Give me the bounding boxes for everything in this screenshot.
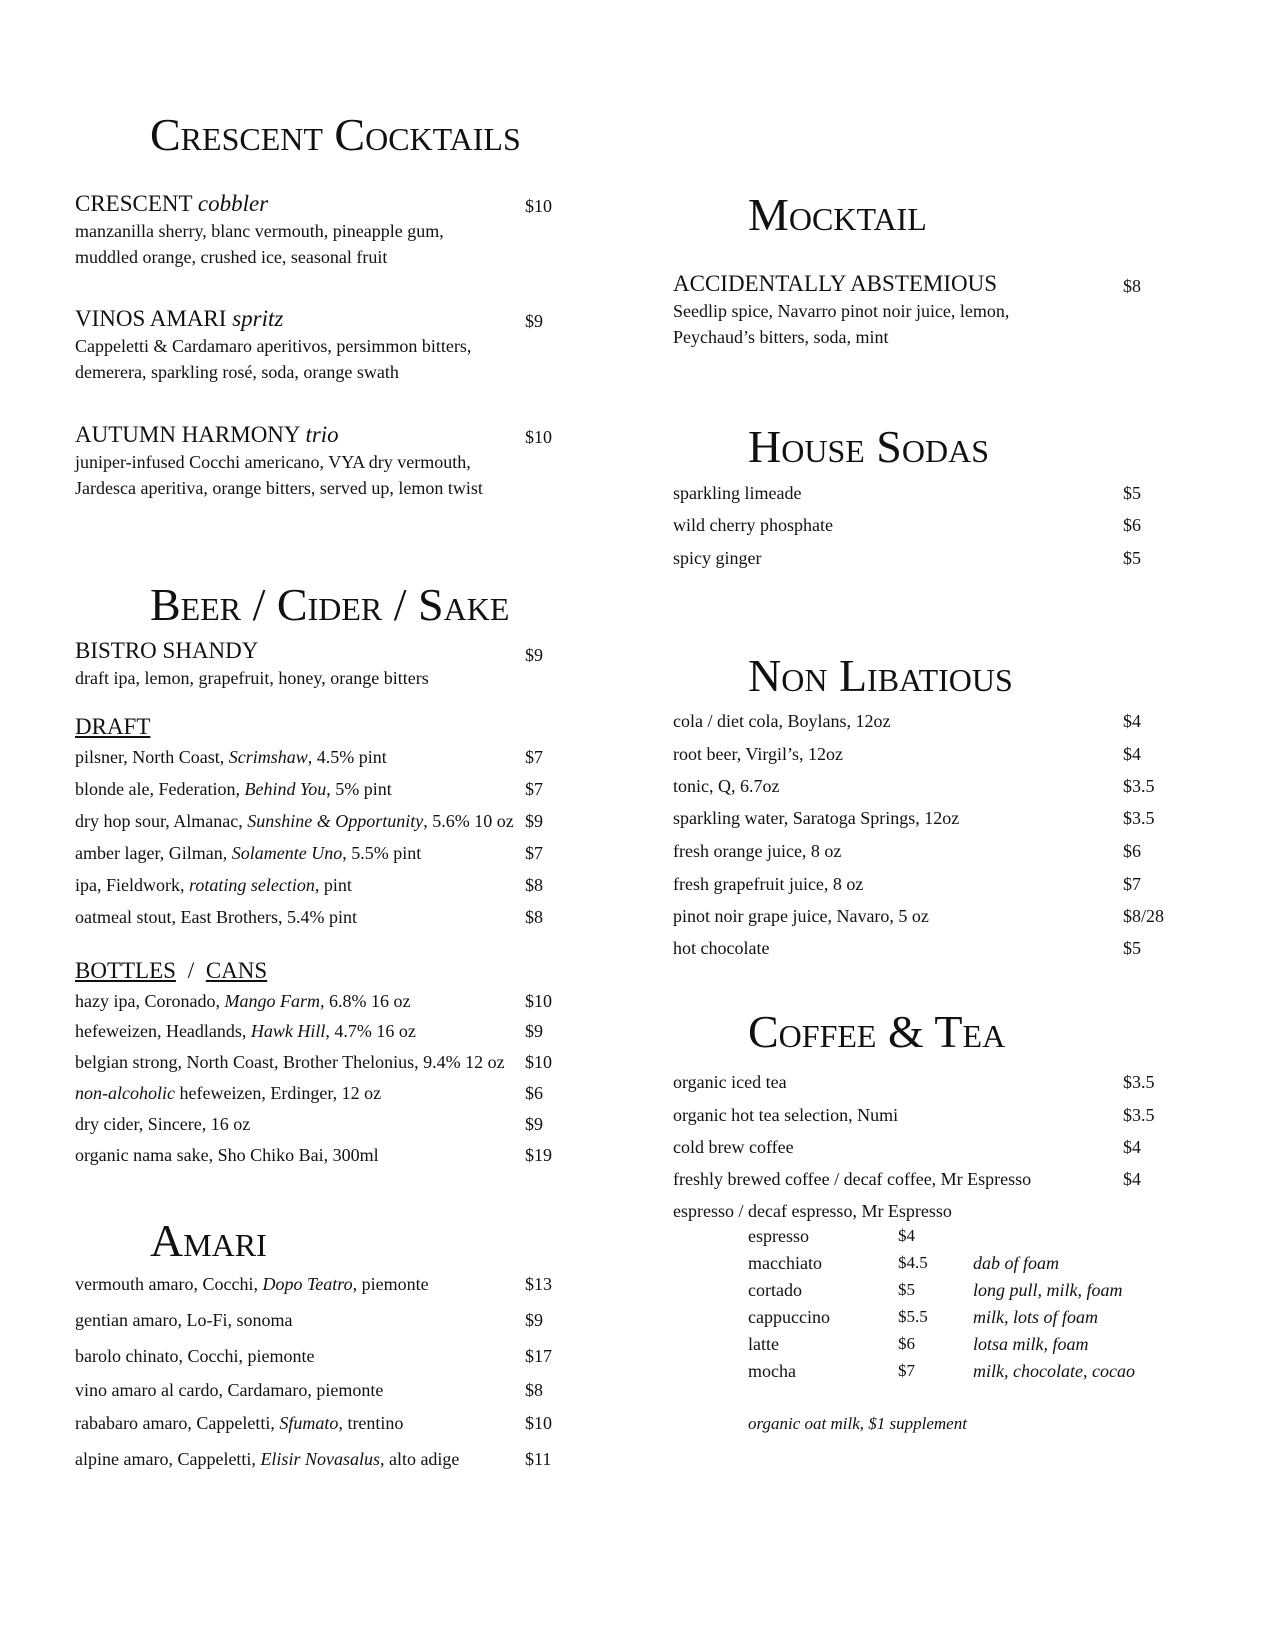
espresso-drink-name: cortado bbox=[748, 1280, 802, 1300]
amari-price: $17 bbox=[525, 1346, 552, 1366]
draft-row bbox=[75, 907, 595, 937]
non-libatious-price: $8/28 bbox=[1123, 906, 1165, 926]
espresso-drink-desc: milk, lots of foam bbox=[973, 1307, 1098, 1327]
bottle-label: hefeweizen, Headlands, Hawk Hill, 4.7% 16 oz bbox=[75, 1021, 416, 1041]
cocktail-item bbox=[75, 421, 483, 501]
coffee-price: $4 bbox=[1123, 1137, 1141, 1157]
coffee-row bbox=[673, 1105, 1193, 1135]
amari-label: alpine amaro, Cappeletti, Elisir Novasalus, alto adige bbox=[75, 1449, 460, 1469]
shandy-desc: draft ipa, lemon, grapefruit, honey, orange bitters bbox=[75, 668, 429, 688]
non-libatious-price: $3.5 bbox=[1123, 776, 1155, 796]
bottle-price: $10 bbox=[525, 991, 552, 1011]
shandy-price: $9 bbox=[525, 645, 543, 665]
espresso-drink-price: $4.5 bbox=[898, 1253, 928, 1272]
bottle-price: $6 bbox=[525, 1083, 543, 1103]
amari-label: rababaro amaro, Cappeletti, Sfumato, trentino bbox=[75, 1413, 404, 1433]
espresso-drink-name: macchiato bbox=[748, 1253, 822, 1273]
espresso-drink-desc: long pull, milk, foam bbox=[973, 1280, 1123, 1300]
coffee-label: organic hot tea selection, Numi bbox=[673, 1105, 899, 1125]
bottle-row bbox=[75, 1052, 595, 1082]
non-libatious-title: Non Libatious bbox=[748, 650, 1013, 701]
non-libatious-row bbox=[673, 906, 1193, 936]
espresso-drink-row bbox=[748, 1361, 1188, 1388]
cans-heading: CANS bbox=[205, 958, 268, 983]
cocktail-desc: Cappeletti & Cardamaro aperitivos, persimmon bitters, bbox=[75, 336, 472, 356]
espresso-drink-price: $5.5 bbox=[898, 1307, 928, 1326]
draft-label: ipa, Fieldwork, rotating selection, pint bbox=[75, 875, 352, 895]
espresso-drink-desc: lotsa milk, foam bbox=[973, 1334, 1089, 1354]
coffee-label: organic iced tea bbox=[673, 1072, 787, 1092]
bottle-label: belgian strong, North Coast, Brother Thelonius, 9.4% 12 oz bbox=[75, 1052, 505, 1072]
soda-label: wild cherry phosphate bbox=[673, 515, 833, 535]
non-libatious-label: fresh grapefruit juice, 8 oz bbox=[673, 874, 864, 894]
bottles-cans-separator: / bbox=[187, 958, 195, 983]
bottles-cans-heading bbox=[75, 958, 267, 984]
draft-label: amber lager, Gilman, Solamente Uno, 5.5% pint bbox=[75, 843, 422, 863]
non-libatious-row bbox=[673, 841, 1193, 871]
cocktail-price: $10 bbox=[525, 196, 552, 216]
mocktail-desc: Seedlip spice, Navarro pinot noir juice, lemon, bbox=[673, 301, 1010, 321]
amari-label: gentian amaro, Lo-Fi, sonoma bbox=[75, 1310, 293, 1330]
cocktail-name: VINOS AMARI spritz bbox=[75, 306, 284, 331]
espresso-drink-desc: milk, chocolate, cocao bbox=[973, 1361, 1135, 1381]
beer-cider-sake-title: Beer / Cider / Sake bbox=[150, 579, 510, 630]
mocktail-item bbox=[673, 270, 1009, 350]
espresso-drink-price: $7 bbox=[898, 1361, 915, 1380]
amari-label: vermouth amaro, Cocchi, Dopo Teatro, piemonte bbox=[75, 1274, 429, 1294]
oat-milk-note: organic oat milk, $1 supplement bbox=[748, 1414, 967, 1433]
draft-price: $8 bbox=[525, 875, 543, 895]
non-libatious-price: $4 bbox=[1123, 711, 1141, 731]
crescent-cocktails-title: Crescent Cocktails bbox=[150, 109, 521, 160]
draft-label: pilsner, North Coast, Scrimshaw, 4.5% pint bbox=[75, 747, 387, 767]
house-sodas-title: House Sodas bbox=[748, 421, 989, 472]
espresso-drink-name: latte bbox=[748, 1334, 779, 1354]
espresso-heading: espresso / decaf espresso, Mr Espresso bbox=[673, 1201, 952, 1221]
soda-row bbox=[673, 515, 1193, 545]
amari-price: $8 bbox=[525, 1380, 543, 1400]
bottles-heading: BOTTLES bbox=[75, 958, 176, 983]
coffee-row bbox=[673, 1169, 1193, 1199]
bottle-row bbox=[75, 1114, 595, 1144]
amari-title: Amari bbox=[150, 1215, 267, 1266]
soda-price: $5 bbox=[1123, 548, 1141, 568]
cocktail-desc: muddled orange, crushed ice, seasonal fruit bbox=[75, 247, 388, 267]
non-libatious-label: cola / diet cola, Boylans, 12oz bbox=[673, 711, 891, 731]
non-libatious-row bbox=[673, 874, 1193, 904]
soda-price: $5 bbox=[1123, 483, 1141, 503]
amari-price: $11 bbox=[525, 1449, 552, 1469]
amari-price: $9 bbox=[525, 1310, 543, 1330]
amari-label: barolo chinato, Cocchi, piemonte bbox=[75, 1346, 315, 1366]
amari-row bbox=[75, 1346, 595, 1376]
espresso-drink-row bbox=[748, 1280, 1188, 1307]
espresso-drink-name: cappuccino bbox=[748, 1307, 830, 1327]
bottle-label: non-alcoholic hefeweizen, Erdinger, 12 oz bbox=[75, 1083, 382, 1103]
non-libatious-price: $5 bbox=[1123, 938, 1141, 958]
draft-row bbox=[75, 843, 595, 873]
mocktail-desc: Peychaud’s bitters, soda, mint bbox=[673, 327, 889, 347]
draft-row bbox=[75, 811, 595, 841]
amari-label: vino amaro al cardo, Cardamaro, piemonte bbox=[75, 1380, 384, 1400]
bottle-price: $10 bbox=[525, 1052, 552, 1072]
soda-label: sparkling limeade bbox=[673, 483, 802, 503]
coffee-row bbox=[673, 1072, 1193, 1102]
draft-row bbox=[75, 779, 595, 809]
cocktail-price: $10 bbox=[525, 427, 552, 447]
non-libatious-price: $3.5 bbox=[1123, 808, 1155, 828]
non-libatious-price: $6 bbox=[1123, 841, 1141, 861]
espresso-drink-price: $4 bbox=[898, 1226, 915, 1245]
draft-label: oatmeal stout, East Brothers, 5.4% pint bbox=[75, 907, 357, 927]
non-libatious-label: root beer, Virgil’s, 12oz bbox=[673, 744, 844, 764]
amari-row bbox=[75, 1380, 595, 1410]
bottle-label: organic nama sake, Sho Chiko Bai, 300ml bbox=[75, 1145, 379, 1165]
draft-price: $7 bbox=[525, 843, 543, 863]
coffee-row bbox=[673, 1137, 1193, 1167]
amari-price: $10 bbox=[525, 1413, 552, 1433]
cocktail-name: AUTUMN HARMONY trio bbox=[75, 422, 339, 447]
bottle-label: hazy ipa, Coronado, Mango Farm, 6.8% 16 oz bbox=[75, 991, 411, 1011]
cocktail-desc: demerera, sparkling rosé, soda, orange swath bbox=[75, 362, 399, 382]
mocktail-price: $8 bbox=[1123, 276, 1141, 296]
soda-row bbox=[673, 483, 1193, 513]
shandy-item bbox=[75, 637, 429, 691]
draft-price: $7 bbox=[525, 779, 543, 799]
bottle-price: $9 bbox=[525, 1114, 543, 1134]
coffee-label: freshly brewed coffee / decaf coffee, Mr Espresso bbox=[673, 1169, 1032, 1189]
amari-row bbox=[75, 1449, 595, 1479]
cocktail-desc: Jardesca aperitiva, orange bitters, served up, lemon twist bbox=[75, 478, 483, 498]
espresso-drink-desc: dab of foam bbox=[973, 1253, 1060, 1273]
coffee-price: $3.5 bbox=[1123, 1072, 1155, 1092]
cocktail-desc: manzanilla sherry, blanc vermouth, pineapple gum, bbox=[75, 221, 444, 241]
bottle-row bbox=[75, 1083, 595, 1113]
bottle-row bbox=[75, 991, 595, 1021]
non-libatious-price: $4 bbox=[1123, 744, 1141, 764]
amari-price: $13 bbox=[525, 1274, 552, 1294]
cocktail-desc: juniper-infused Cocchi americano, VYA dry vermouth, bbox=[75, 452, 471, 472]
soda-price: $6 bbox=[1123, 515, 1141, 535]
draft-price: $7 bbox=[525, 747, 543, 767]
draft-price: $9 bbox=[525, 811, 543, 831]
shandy-name: BISTRO SHANDY bbox=[75, 638, 259, 663]
draft-price: $8 bbox=[525, 907, 543, 927]
espresso-drink-row bbox=[748, 1226, 1188, 1253]
espresso-drink-price: $5 bbox=[898, 1280, 915, 1299]
coffee-tea-title: Coffee & Tea bbox=[748, 1006, 1006, 1057]
draft-label: dry hop sour, Almanac, Sunshine & Opportunity, 5.6% 10 oz bbox=[75, 811, 514, 831]
draft-row bbox=[75, 875, 595, 905]
espresso-drink-row bbox=[748, 1253, 1188, 1280]
bottle-price: $9 bbox=[525, 1021, 543, 1041]
amari-row bbox=[75, 1274, 595, 1304]
non-libatious-row bbox=[673, 744, 1193, 774]
draft-label: blonde ale, Federation, Behind You, 5% pint bbox=[75, 779, 392, 799]
non-libatious-row bbox=[673, 808, 1193, 838]
espresso-drink-name: mocha bbox=[748, 1361, 796, 1381]
bottle-label: dry cider, Sincere, 16 oz bbox=[75, 1114, 251, 1134]
bottle-row bbox=[75, 1145, 595, 1175]
espresso-drink-name: espresso bbox=[748, 1226, 809, 1246]
mocktail-title: Mocktail bbox=[748, 189, 927, 240]
non-libatious-row bbox=[673, 776, 1193, 806]
soda-label: spicy ginger bbox=[673, 548, 762, 568]
non-libatious-price: $7 bbox=[1123, 874, 1141, 894]
cocktail-item bbox=[75, 190, 444, 270]
bottle-row bbox=[75, 1021, 595, 1051]
non-libatious-label: pinot noir grape juice, Navaro, 5 oz bbox=[673, 906, 929, 926]
cocktail-name: CRESCENT cobbler bbox=[75, 191, 269, 216]
espresso-drink-row bbox=[748, 1334, 1188, 1361]
non-libatious-row bbox=[673, 711, 1193, 741]
mocktail-name: ACCIDENTALLY ABSTEMIOUS bbox=[673, 271, 998, 296]
bottle-price: $19 bbox=[525, 1145, 552, 1165]
amari-row bbox=[75, 1310, 595, 1340]
draft-row bbox=[75, 747, 595, 777]
coffee-price: $4 bbox=[1123, 1169, 1141, 1189]
non-libatious-row bbox=[673, 938, 1193, 968]
amari-row bbox=[75, 1413, 595, 1443]
coffee-label: cold brew coffee bbox=[673, 1137, 794, 1157]
coffee-price: $3.5 bbox=[1123, 1105, 1155, 1125]
espresso-drink-price: $6 bbox=[898, 1334, 915, 1353]
espresso-drink-row bbox=[748, 1307, 1188, 1334]
non-libatious-label: fresh orange juice, 8 oz bbox=[673, 841, 842, 861]
non-libatious-label: hot chocolate bbox=[673, 938, 770, 958]
non-libatious-label: tonic, Q, 6.7oz bbox=[673, 776, 780, 796]
soda-row bbox=[673, 548, 1193, 578]
non-libatious-label: sparkling water, Saratoga Springs, 12oz bbox=[673, 808, 960, 828]
cocktail-item bbox=[75, 305, 471, 385]
cocktail-price: $9 bbox=[525, 311, 543, 331]
draft-heading: DRAFT bbox=[75, 714, 151, 739]
